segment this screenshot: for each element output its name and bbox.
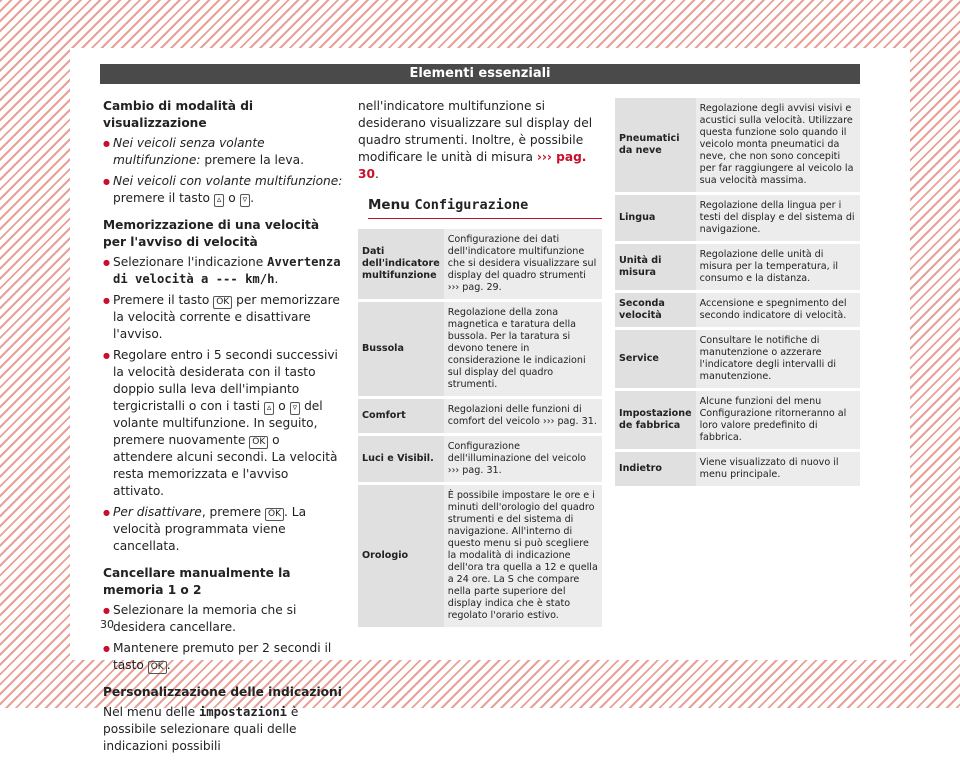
row-desc: Viene visualizzato di nuovo il menu principale. — [696, 451, 860, 488]
row-key: Indietro — [615, 451, 696, 488]
row-key: Comfort — [358, 398, 444, 435]
heading: Cancellare manualmente la memoria 1 o 2 — [103, 566, 291, 597]
table-row — [615, 98, 860, 194]
table-row — [615, 390, 860, 451]
row-desc: Regolazione degli avvisi visivi e acustici sulla velocità. Utilizzare questa funzione solo quando il veicolo monta pneumatici da neve, che non sono concepiti per far raggiungere al veicolo la sua velocità massima. — [696, 98, 860, 194]
page-header: Elementi essenziali — [100, 64, 860, 84]
config-table-1 — [358, 229, 602, 630]
table-row — [358, 301, 602, 398]
row-key: Dati dell'indicatore multifunzione — [358, 229, 444, 301]
table-row — [615, 292, 860, 329]
page-number: 30 — [100, 618, 114, 631]
bullet: ● Selezionare l'indicazione Avvertenza di velocità a --- km/h. — [103, 254, 343, 288]
row-desc: Regolazione delle unità di misura per la temperatura, il consumo e la distanza. — [696, 243, 860, 292]
bullet: ● Selezionare la memoria che si desidera cancellare. — [103, 602, 343, 636]
bullet: ● Regolare entro i 5 secondi successivi la velocità desiderata con il tasto doppio sulla leva dell'impianto tergicristalli o con i tasti ▵ o ▿ del volante multifunzione. In seguito, premere nuovamente OK o attendere alcuni secondi. La velocità resta memorizzata e l'avviso attivato. — [103, 347, 343, 500]
row-desc: Regolazione della lingua per i testi del display e del sistema di navigazione. — [696, 194, 860, 243]
left-column — [103, 98, 343, 761]
middle-column — [358, 98, 602, 630]
row-desc: Configurazione dei dati dell'indicatore multifunzione che si desidera visualizzare sul display del quadro strumenti ››› pag. 29. — [444, 229, 602, 301]
heading: Personalizzazione delle indicazioni — [103, 685, 342, 699]
bullet: ● Nei veicoli senza volante multifunzione: premere la leva. — [103, 135, 343, 169]
row-key: Unità di misura — [615, 243, 696, 292]
table-row — [358, 435, 602, 484]
bullet: ● Premere il tasto OK per memorizzare la velocità corrente e disattivare l'avviso. — [103, 292, 343, 343]
row-key: Orologio — [358, 484, 444, 629]
row-key: Pneumatici da neve — [615, 98, 696, 194]
table-row — [615, 329, 860, 390]
row-desc: Consultare le notifiche di manutenzione o azzerare l'indicatore degli intervalli di manutenzione. — [696, 329, 860, 390]
bullet: ● Mantenere premuto per 2 secondi il tasto OK . — [103, 640, 343, 674]
config-table-2 — [615, 98, 860, 489]
section-title: Menu Configurazione — [368, 197, 602, 219]
row-desc: Configurazione dell'illuminazione del veicolo ››› pag. 31. — [444, 435, 602, 484]
table-row — [615, 451, 860, 488]
table-row — [615, 243, 860, 292]
row-desc: Regolazione della zona magnetica e taratura della bussola. Per la taratura si devono tenere in considerazione le indicazioni sul display del quadro strumenti. — [444, 301, 602, 398]
row-key: Lingua — [615, 194, 696, 243]
row-key: Impostazione de fabbrica — [615, 390, 696, 451]
heading: Memorizzazione di una velocità per l'avviso di velocità — [103, 218, 320, 249]
row-key: Service — [615, 329, 696, 390]
row-key: Luci e Visibil. — [358, 435, 444, 484]
table-row — [615, 194, 860, 243]
row-key: Bussola — [358, 301, 444, 398]
bullet: ● Per disattivare, premere OK . La velocità programmata viene cancellata. — [103, 504, 343, 555]
row-desc: Accensione e spegnimento del secondo indicatore di velocità. — [696, 292, 860, 329]
paragraph: nell'indicatore multifunzione si desiderano visualizzare sul display del quadro strumenti. Inoltre, è possibile modificare le unità di misura ››› pag. 30. — [358, 99, 593, 181]
row-desc: Alcune funzioni del menu Configurazione ritorneranno al loro valore predefinito di fabbrica. — [696, 390, 860, 451]
table-row — [358, 229, 602, 301]
heading: Cambio di modalità di visualizzazione — [103, 99, 254, 130]
row-desc: È possibile impostare le ore e i minuti dell'orologio del quadro strumenti e del sistema di navigazione. All'interno di questo menu si può scegliere la modalità di indicazione dell'ora tra quella a 12 e quella a 24 ore. La S che compare nella parte superiore del display indica che è stato regolato l'orario estivo. — [444, 484, 602, 629]
bullet: ● Nei veicoli con volante multifunzione: premere il tasto ▵ o ▿ . — [103, 173, 343, 207]
paragraph: Nel menu delle impostazioni è possibile selezionare quali delle indicazioni possibili — [103, 705, 299, 753]
right-column — [615, 98, 860, 489]
row-key: Seconda velocità — [615, 292, 696, 329]
table-row — [358, 398, 602, 435]
table-row — [358, 484, 602, 629]
row-desc: Regolazioni delle funzioni di comfort del veicolo ››› pag. 31. — [444, 398, 602, 435]
